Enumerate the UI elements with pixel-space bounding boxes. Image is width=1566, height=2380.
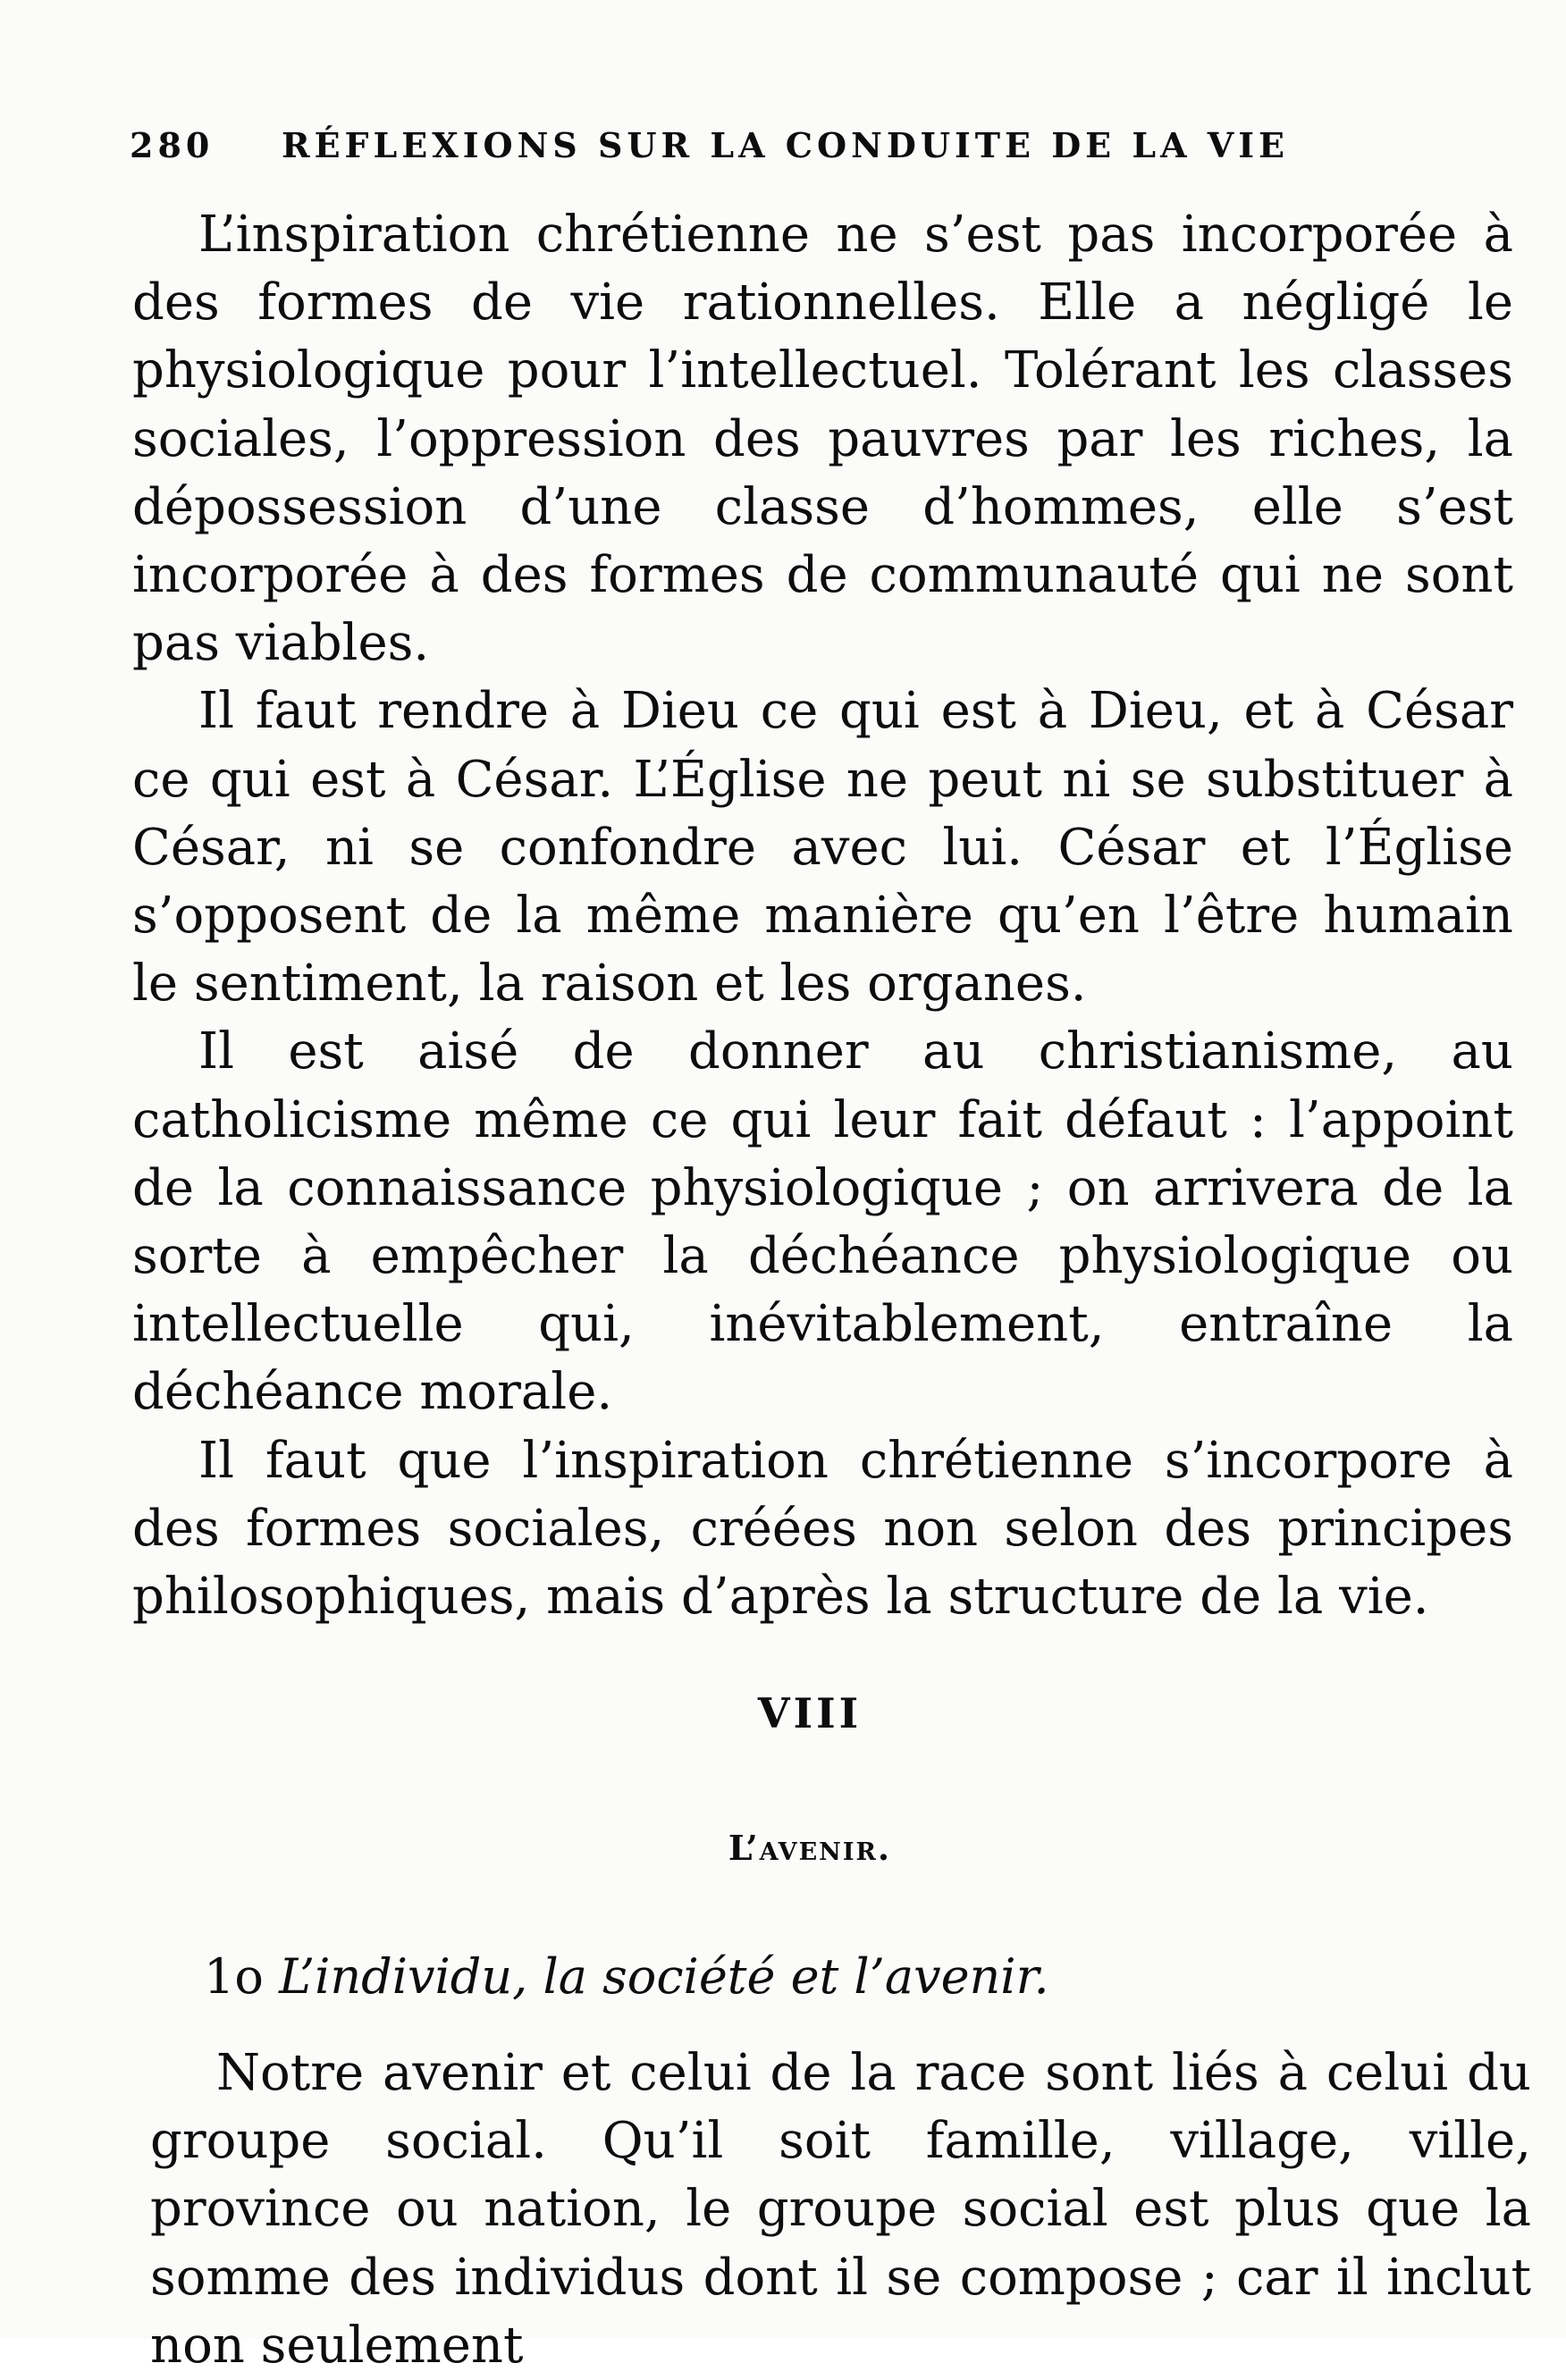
paragraph: Il est aisé de donner au christianisme, au catholicisme même ce qui leur fait défaut : l’appoint de la connaissance physiologique ; on arrivera de la sorte à empêcher la déchéance physiologique ou intellectuelle qui, inévitablement, entraîne la déchéance morale. [132,1022,1513,1422]
paragraph: Il faut rendre à Dieu ce qui est à Dieu, et à César ce qui est à César. L’Église ne peut ni se substituer à César, ni se confondre avec lui. César et l’Église s’opposent de la même manière qu’en l’être humain le sentiment, la raison et les organes. [132,682,1513,1013]
running-head [130,125,1363,170]
subsection-title: L’individu, la société et l’avenir. [279,1948,1049,2005]
subsection-heading [204,1948,1049,2005]
page-number: 280 [130,125,215,165]
paragraph: Notre avenir et celui de la race sont liés à celui du groupe social. Qu’il soit famille, village, ville, province ou nation, le groupe social est plus que la somme des individus dont il se compose ; car il inclut non seulement [150,2044,1531,2375]
paragraph: L’inspiration chrétienne ne s’est pas incorporée à des formes de vie rationnelles. Elle a négligé le physiologique pour l’intellectuel. Tolérant les classes sociales, l’oppression des pauvres par les riches, la dépossession d’une classe d’hommes, elle s’est incorporée à des formes de communauté qui ne sont pas viables. [132,206,1513,673]
section-title: L’avenir. [728,1828,892,1868]
running-title: RÉFLEXIONS SUR LA CONDUITE DE LA VIE [282,125,1290,165]
body-text-continued [150,2039,1531,2380]
section-number: VIII [757,1689,863,1737]
subsection-number: 1o [204,1948,264,2005]
paragraph: Il faut que l’inspiration chrétienne s’incorpore à des formes sociales, créées non selon des principes philosophiques, mais d’après la structure de la vie. [132,1431,1513,1627]
body-text [132,201,1513,1631]
